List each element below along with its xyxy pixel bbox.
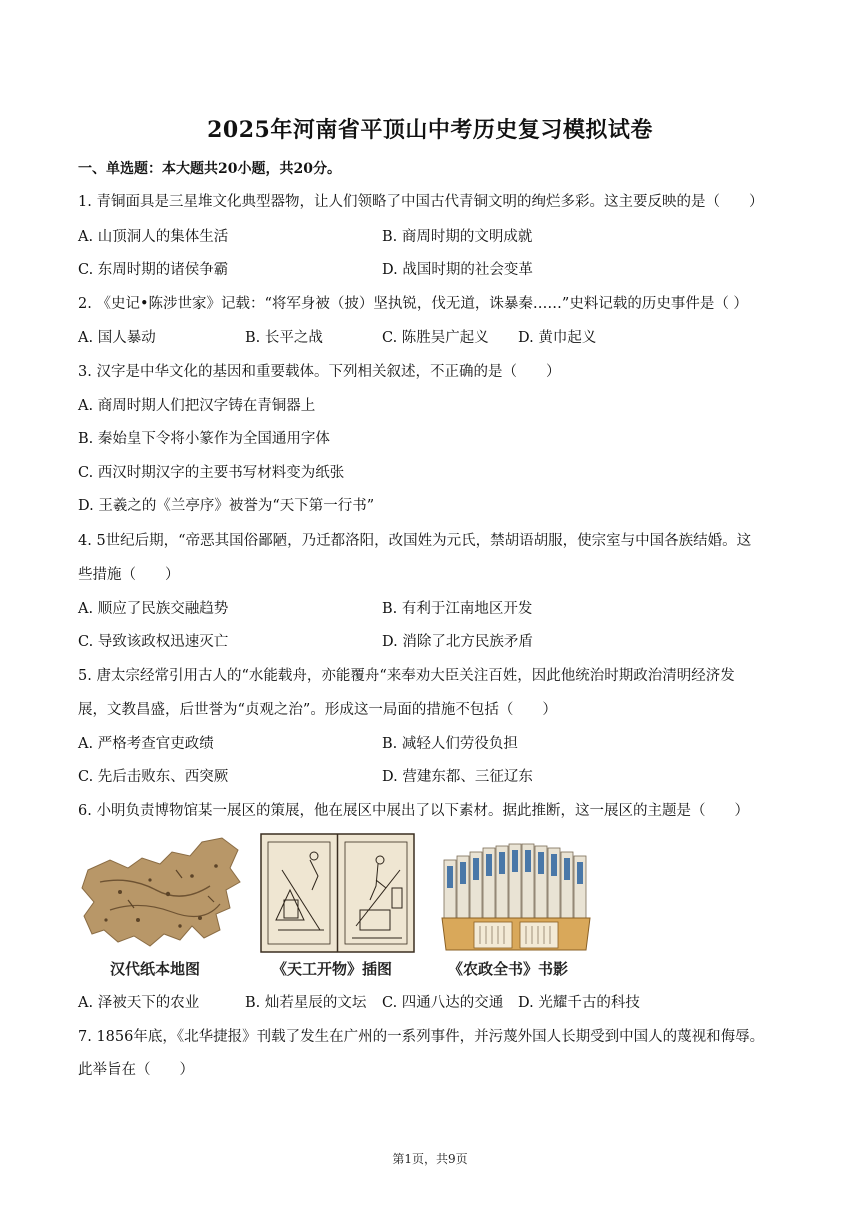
q2-option-b: B. 长平之战 bbox=[245, 330, 323, 346]
han-paper-map-image bbox=[80, 830, 244, 955]
q4-option-c: C. 导致该政权迅速灭亡 bbox=[78, 634, 229, 650]
tiangong-kaiwu-illustration bbox=[260, 830, 415, 955]
q5-option-a: A. 严格考查官吏政绩 bbox=[78, 736, 214, 752]
question-7-stem-line1: 7. 1856年底，《北华捷报》刊载了发生在广州的一系列事件，并污蔑外国人长期受到中国人的蔑视和侮辱。 bbox=[78, 1029, 765, 1045]
page-title: 2025年河南省平顶山中考历史复习模拟试卷 bbox=[207, 117, 653, 143]
section-heading: 一、单选题：本大题共20小题，共20分。 bbox=[78, 161, 341, 177]
q6-option-d: D. 光耀千古的科技 bbox=[518, 995, 640, 1011]
q1-option-d: D. 战国时期的社会变革 bbox=[382, 262, 533, 278]
q1-option-a: A. 山顶洞人的集体生活 bbox=[78, 229, 229, 245]
q2-option-d: D. 黄巾起义 bbox=[518, 330, 597, 346]
page-number: 第1页，共9页 bbox=[392, 1152, 468, 1166]
question-1-stem: 1. 青铜面具是三星堆文化典型器物，让人们领略了中国古代青铜文明的绚烂多彩。这主要反映的是（ ） bbox=[78, 194, 764, 210]
q4-option-b: B. 有利于江南地区开发 bbox=[382, 601, 533, 617]
question-3-stem: 3. 汉字是中华文化的基因和重要载体。下列相关叙述，不正确的是（ ） bbox=[78, 364, 561, 380]
q6-option-b: B. 灿若星辰的文坛 bbox=[245, 995, 367, 1011]
q1-option-c: C. 东周时期的诸侯争霸 bbox=[78, 262, 229, 278]
han-paper-map-caption: 汉代纸本地图 bbox=[110, 960, 201, 978]
q5-option-b: B. 减轻人们劳役负担 bbox=[382, 736, 518, 752]
q4-option-d: D. 消除了北方民族矛盾 bbox=[382, 634, 533, 650]
q4-option-a: A. 顺应了民族交融趋势 bbox=[78, 601, 229, 617]
tiangong-kaiwu-caption: 《天工开物》插图 bbox=[272, 960, 393, 978]
q5-option-d: D. 营建东都、三征辽东 bbox=[382, 769, 533, 785]
q3-option-d: D. 王羲之的《兰亭序》被誉为“天下第一行书” bbox=[78, 498, 375, 514]
question-2-stem: 2. 《史记•陈涉世家》记载：“将军身被（披）坚执锐，伐无道，诛暴秦……”史料记载的历史事件是（ ） bbox=[78, 296, 748, 312]
question-4-stem-line1: 4. 5世纪后期，“帝恶其国俗鄙陋，乃迁都洛阳，改国姓为元氏，禁胡语胡服，使宗室与中国各族结婚。这 bbox=[78, 533, 752, 549]
q1-option-b: B. 商周时期的文明成就 bbox=[382, 229, 533, 245]
nongzheng-quanshu-books-image bbox=[440, 830, 592, 955]
q3-option-b: B. 秦始皇下令将小篆作为全国通用字体 bbox=[78, 431, 330, 447]
q3-option-a: A. 商周时期人们把汉字铸在青铜器上 bbox=[78, 398, 316, 414]
question-5-stem-line1: 5. 唐太宗经常引用古人的“水能载舟，亦能覆舟“来奉劝大臣关注百姓，因此他统治时期政治清明经济发 bbox=[78, 668, 735, 684]
question-7-stem-line2: 此举旨在（ ） bbox=[78, 1062, 194, 1078]
q5-option-c: C. 先后击败东、西突厥 bbox=[78, 769, 229, 785]
q6-option-a: A. 泽被天下的农业 bbox=[78, 995, 200, 1011]
q6-option-c: C. 四通八达的交通 bbox=[382, 995, 504, 1011]
q2-option-a: A. 国人暴动 bbox=[78, 330, 156, 346]
question-4-stem-line2: 些措施（ ） bbox=[78, 567, 180, 583]
nongzheng-quanshu-caption: 《农政全书》书影 bbox=[448, 960, 569, 978]
q2-option-c: C. 陈胜吴广起义 bbox=[382, 330, 489, 346]
question-5-stem-line2: 展，文教昌盛，后世誉为“贞观之治”。形成这一局面的措施不包括（ ） bbox=[78, 702, 557, 718]
question-6-stem: 6. 小明负责博物馆某一展区的策展，他在展区中展出了以下素材。据此推断，这一展区的主题是（ ） bbox=[78, 803, 749, 819]
q3-option-c: C. 西汉时期汉字的主要书写材料变为纸张 bbox=[78, 465, 345, 481]
